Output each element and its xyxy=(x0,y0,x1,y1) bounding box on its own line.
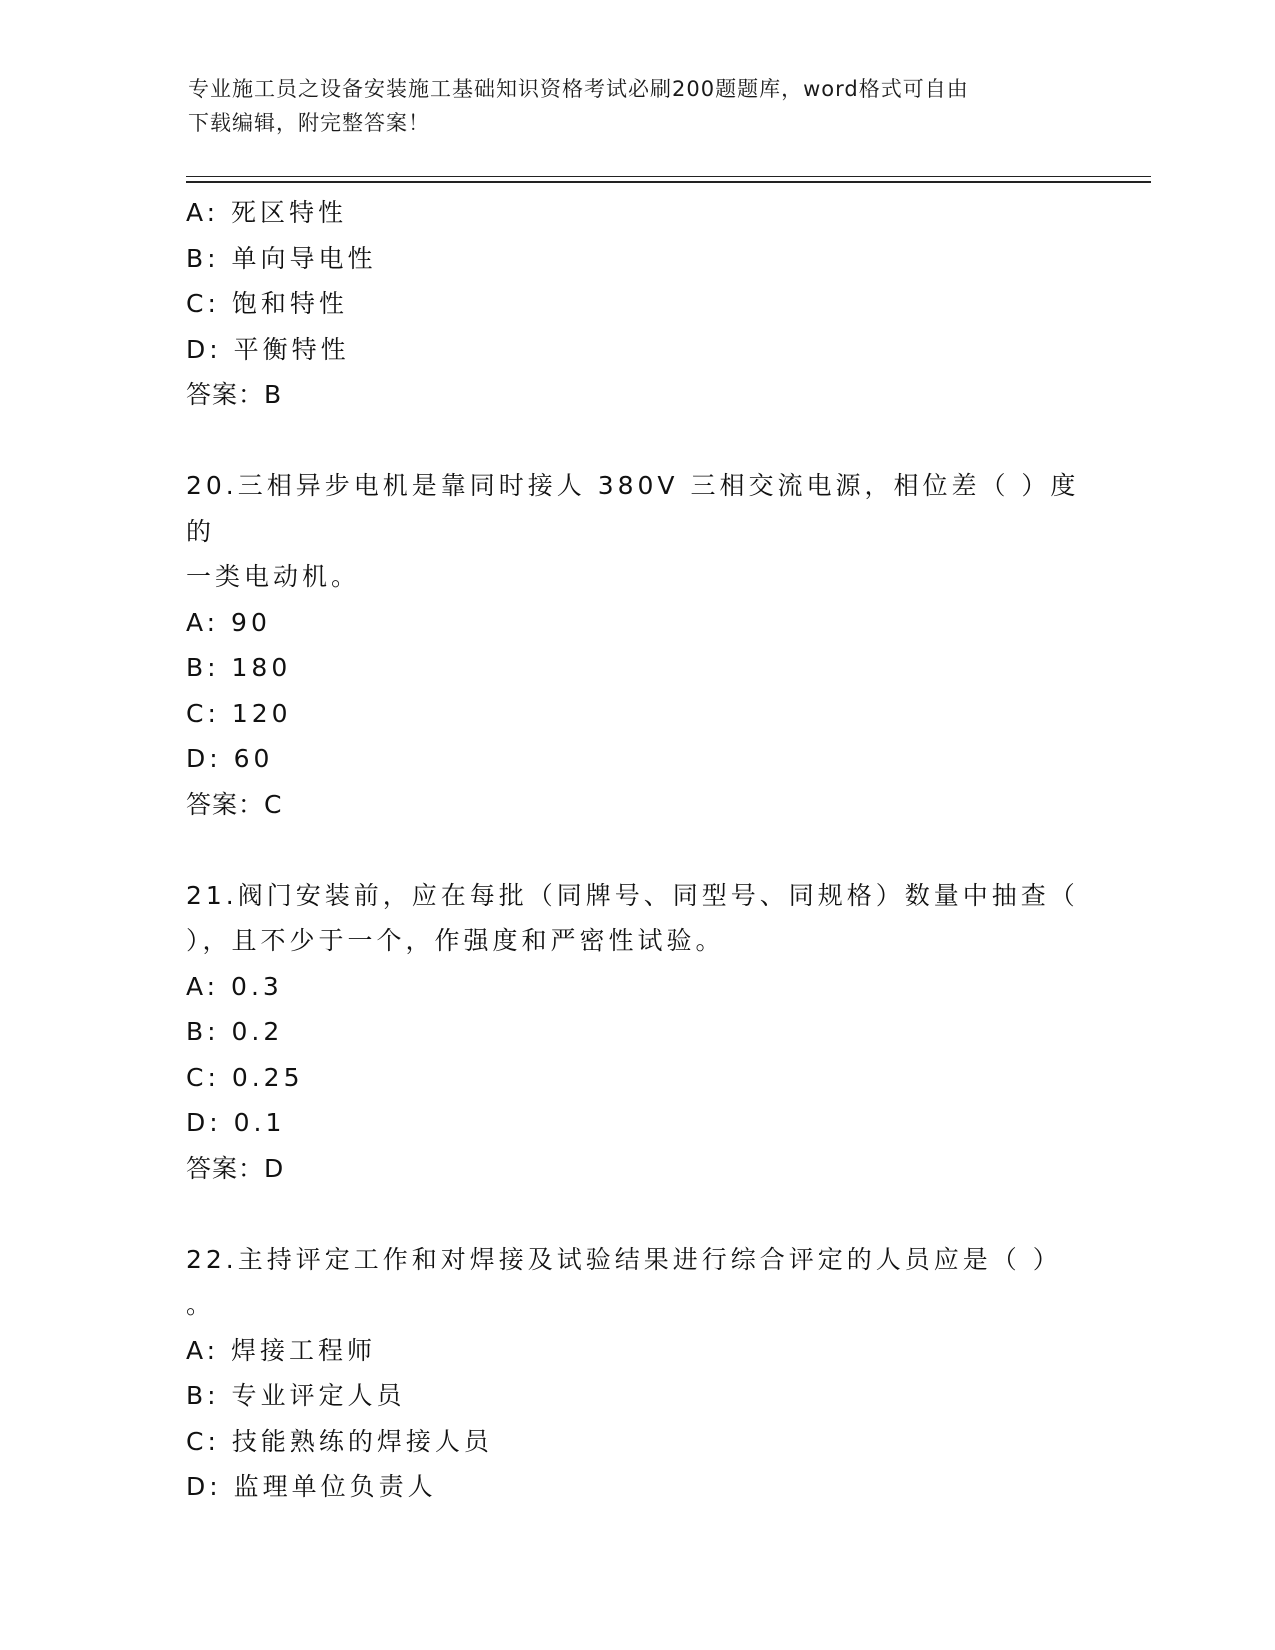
question-text-line-2: 。 xyxy=(186,1290,216,1319)
question-text-line-2: 一类电动机。 xyxy=(186,562,361,591)
option-c: C: 0.25 xyxy=(186,1062,304,1092)
header-rule-thin xyxy=(186,176,1151,177)
document-header xyxy=(188,72,1088,140)
option-a: A: 死区特性 xyxy=(186,198,348,227)
spacer xyxy=(186,1191,1086,1237)
question-text-line-2: ），且不少于一个，作强度和严密性试验。 xyxy=(186,926,725,955)
question-19-continued xyxy=(186,190,1086,418)
option-d: D: 平衡特性 xyxy=(186,334,350,364)
spacer xyxy=(186,827,1086,873)
option-c: C: 120 xyxy=(186,698,292,728)
option-b: B: 专业评定人员 xyxy=(186,1381,406,1410)
answer-line: 答案：B xyxy=(186,380,283,409)
question-text-line-1: 21.阀门安装前，应在每批（同牌号、同型号、同规格）数量中抽查（ xyxy=(186,880,1079,910)
header-line-2: 下载编辑，附完整答案！ xyxy=(188,111,430,135)
answer-line: 答案：C xyxy=(186,789,283,819)
question-text-line-1: 22.主持评定工作和对焊接及试验结果进行综合评定的人员应是（ ） xyxy=(186,1244,1062,1274)
question-text-line-1: 20.三相异步电机是靠同时接人 380V 三相交流电源，相位差（ ）度的 xyxy=(186,471,1080,546)
option-c: C: 技能熟练的焊接人员 xyxy=(186,1426,493,1456)
option-d: D: 监理单位负责人 xyxy=(186,1472,437,1501)
question-21 xyxy=(186,873,1086,1192)
answer-line: 答案：D xyxy=(186,1153,285,1183)
header-line-1: 专业施工员之设备安装施工基础知识资格考试必刷200题题库，word格式可自由 xyxy=(188,77,969,101)
option-a: A: 90 xyxy=(186,607,271,637)
option-d: D: 60 xyxy=(186,744,274,773)
option-c: C: 饱和特性 xyxy=(186,289,348,318)
question-list xyxy=(186,190,1086,1510)
question-20 xyxy=(186,463,1086,827)
option-b: B: 单向导电性 xyxy=(186,243,377,273)
option-d: D: 0.1 xyxy=(186,1108,286,1137)
question-22 xyxy=(186,1237,1086,1510)
option-a: A: 0.3 xyxy=(186,971,283,1001)
option-b: B: 0.2 xyxy=(186,1017,284,1046)
option-b: B: 180 xyxy=(186,653,292,682)
header-rule-thick xyxy=(186,181,1151,183)
option-a: A: 焊接工程师 xyxy=(186,1335,377,1365)
spacer xyxy=(186,418,1086,464)
